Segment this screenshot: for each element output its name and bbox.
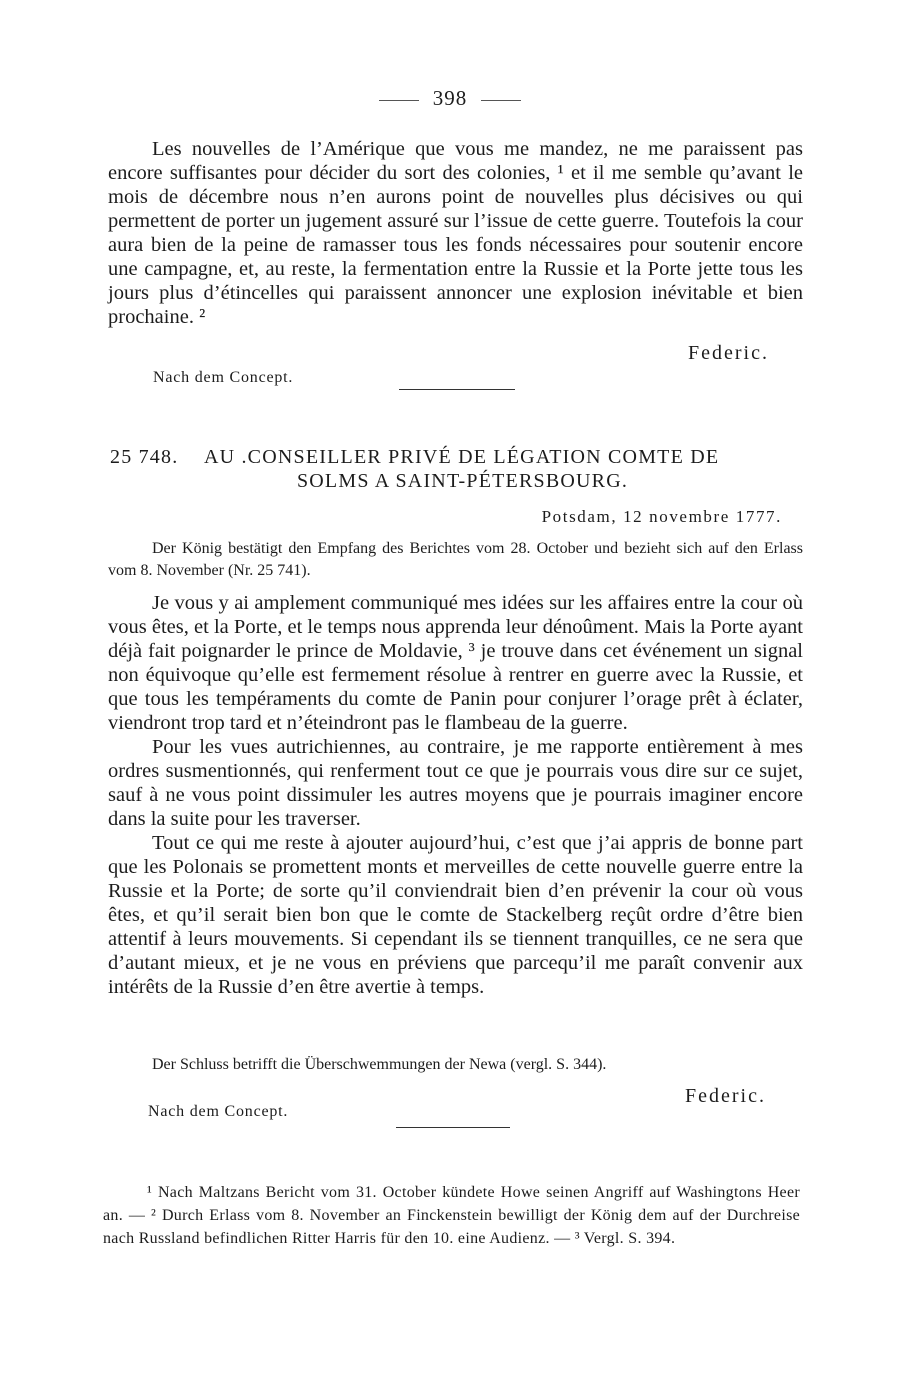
letter1-body	[108, 137, 803, 329]
page-number-dash-left	[379, 100, 419, 101]
letter2-closing-note: Der Schluss betrifft die Überschwemmungen der Newa (vergl. S. 344).	[152, 1056, 607, 1073]
letter2-source-note: Nach dem Concept.	[148, 1103, 289, 1120]
letter1-signature: Federic.	[688, 342, 769, 364]
page-number	[0, 86, 900, 111]
heading-line-1: AU .CONSEILLER PRIVÉ DE LÉGATION COMTE DE	[204, 446, 720, 468]
page-number-text: 398	[432, 86, 468, 110]
dateline: Potsdam, 12 novembre 1777.	[541, 507, 782, 526]
page-number-dash-right	[481, 100, 521, 101]
letter2-body	[108, 591, 803, 999]
letter1-paragraph: Les nouvelles de l’Amérique que vous me mandez, ne me paraissent pas encore suffisantes pour décider du sort des colonies, ¹ et il me semble qu’avant le mois de décembre nous n’en aurons point de nouvelles plus décisives ou qui permettent de porter un jugement assuré sur l’issue de cette guerre. Toutefois la cour aura bien de la peine de ramasser tous les fonds nécessaires pour soutenir encore une campagne, et, au reste, la fermentation entre la Russie et la Porte jette tous les jours plus d’étincelles qui paraissent annoncer une explosion inévitable et bien prochaine. ²	[108, 138, 803, 328]
section-divider-2	[396, 1127, 510, 1128]
letter-number: 25 748.	[110, 446, 179, 468]
letter2-paragraph-3: Tout ce qui me reste à ajouter aujourd’hui, c’est que j’ai appris de bonne part que les Polonais se promettent monts et merveilles de cette nouvelle guerre entre la Russie et la Porte; de sorte qu’il conviendrait bien d’en prévenir la cour où vous êtes, et qu’il serait bien bon que le comte de Stackelberg reçût ordre d’être bien attentif à leurs mouvements. Si cependant ils se tiennent tranquilles, ce ne sera que d’autant mieux, et je ne vous en préviens que parcequ’il me paraît convenir aux intérêts de la Russie d’en être avertie à temps.	[108, 832, 803, 998]
heading-line-2: SOLMS A SAINT-PÉTERSBOURG.	[296, 470, 629, 492]
letter2-paragraph-2: Pour les vues autrichiennes, au contraire, je me rapporte entièrement à mes ordres susmentionnés, qui renferment tout ce que je pourrais vous dire sur ce sujet, sauf à ne vous point dissimuler les autres moyens que je pourrais imaginer encore dans la suite pour les traverser.	[108, 736, 803, 830]
letter2-signature: Federic.	[685, 1085, 766, 1107]
letter2-paragraph-1: Je vous y ai amplement communiqué mes idées sur les affaires entre la cour où vous êtes, et la Porte, et le temps nous apprenda leur dénoûment. Mais la Porte ayant déjà fait poignarder le prince de Moldavie, ³ je trouve dans cet événement un signal non équivoque qu’elle est fermement résolue à rentrer en guerre avec la Russie, et que tous les tempéraments du comte de Panin pour conjurer l’orage prêt à éclater, viendront trop tard et n’éteindront pas le flambeau de la guerre.	[108, 592, 803, 734]
letter1-source-note: Nach dem Concept.	[153, 369, 294, 386]
section-divider-1	[399, 389, 515, 390]
letter2-summary: Der König bestätigt den Empfang des Berichtes vom 28. October und bezieht sich auf den Erlass vom 8. November (Nr. 25 741).	[108, 540, 803, 579]
footnotes: ¹ Nach Maltzans Bericht vom 31. October kündete Howe seinen Angriff auf Washingtons Heer an. — ² Durch Erlass vom 8. November an Finckenstein bewilligt der König dem auf der Durchreise nach Russland befindlichen Ritter Harris für den 10. eine Audienz. — ³ Vergl. S. 394.	[103, 1184, 800, 1247]
